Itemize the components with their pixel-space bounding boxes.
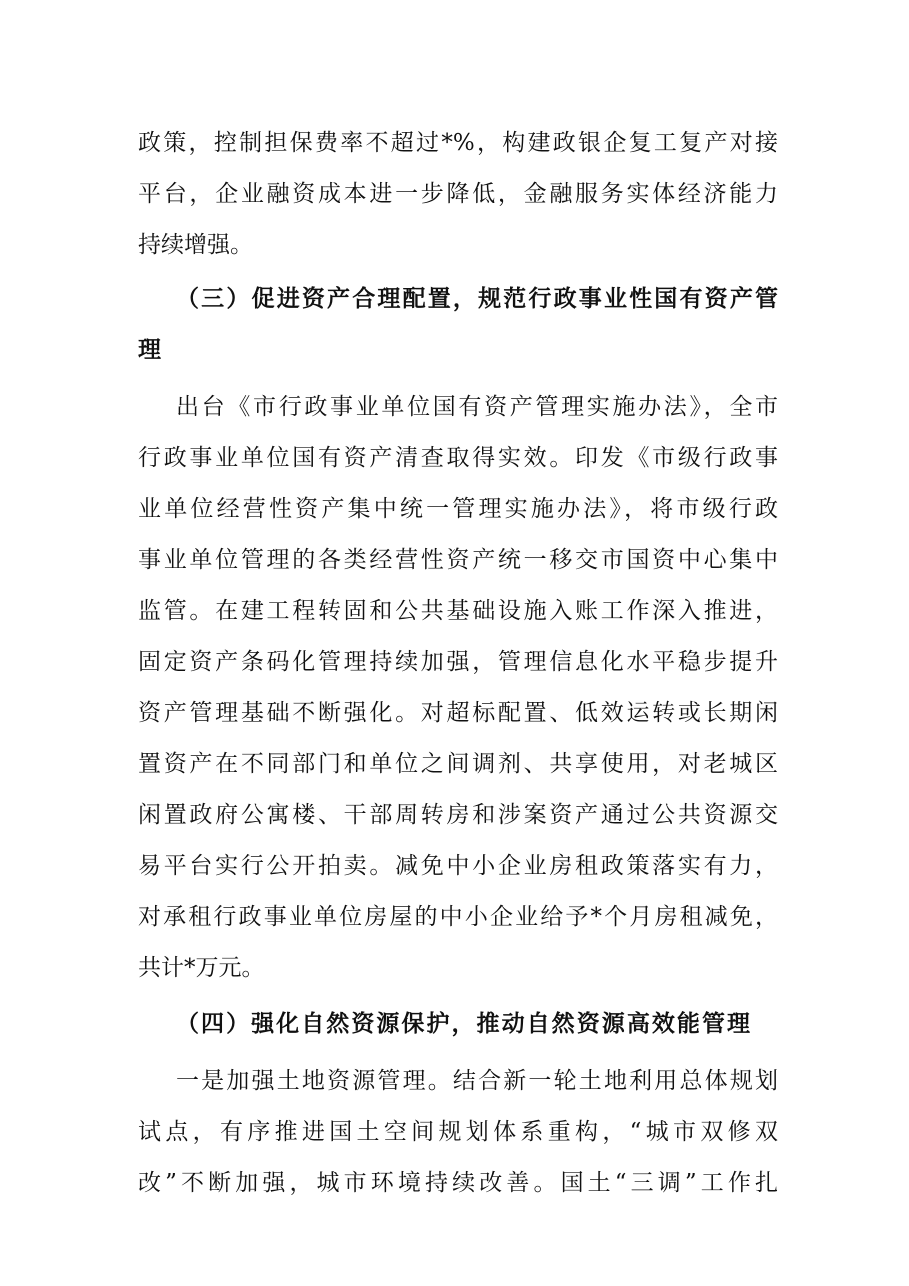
section-heading-4: （四）强化自然资源保护，推动自然资源高效能管理 (176, 1011, 750, 1037)
paragraph-line: 业单位经营性资产集中统一管理实施办法》，将市级行政 (138, 496, 778, 522)
paragraph-line: 行政事业单位国有资产清查取得实效。印发《市级行政事 (138, 445, 778, 471)
paragraph-line: 改”不断加强，城市环境持续改善。国土“三调”工作扎 (138, 1170, 778, 1196)
paragraph-line: 闲置政府公寓楼、干部周转房和涉案资产通过公共资源交 (138, 802, 778, 828)
paragraph-line: 资产管理基础不断强化。对超标配置、低效运转或长期闲 (138, 700, 778, 726)
paragraph-line: 共计*万元。 (138, 955, 265, 981)
paragraph-line: 一是加强土地资源管理。结合新一轮土地利用总体规划 (176, 1068, 778, 1094)
paragraph-line: 平台，企业融资成本进一步降低，金融服务实体经济能力 (138, 181, 778, 207)
paragraph-line: 易平台实行公开拍卖。减免中小企业房租政策落实有力， (138, 853, 778, 879)
paragraph-line: 置资产在不同部门和单位之间调剂、共享使用，对老城区 (138, 751, 778, 777)
paragraph-line: 持续增强。 (138, 232, 253, 258)
section-heading-3-continued: 理 (138, 337, 161, 363)
paragraph-line: 试点，有序推进国土空间规划体系重构，“城市双修双 (138, 1119, 778, 1145)
paragraph-line: 政策，控制担保费率不超过*%，构建政银企复工复产对接 (138, 130, 778, 156)
section-heading-3: （三）促进资产合理配置，规范行政事业性国有资产管 (176, 286, 778, 312)
paragraph-line: 对承租行政事业单位房屋的中小企业给予*个月房租减免， (138, 904, 778, 930)
paragraph-line: 出台《市行政事业单位国有资产管理实施办法》，全市 (176, 394, 778, 420)
paragraph-line: 固定资产条码化管理持续加强，管理信息化水平稳步提升 (138, 649, 778, 675)
paragraph-line: 事业单位管理的各类经营性资产统一移交市国资中心集中 (138, 547, 778, 573)
paragraph-line: 监管。在建工程转固和公共基础设施入账工作深入推进， (138, 598, 778, 624)
